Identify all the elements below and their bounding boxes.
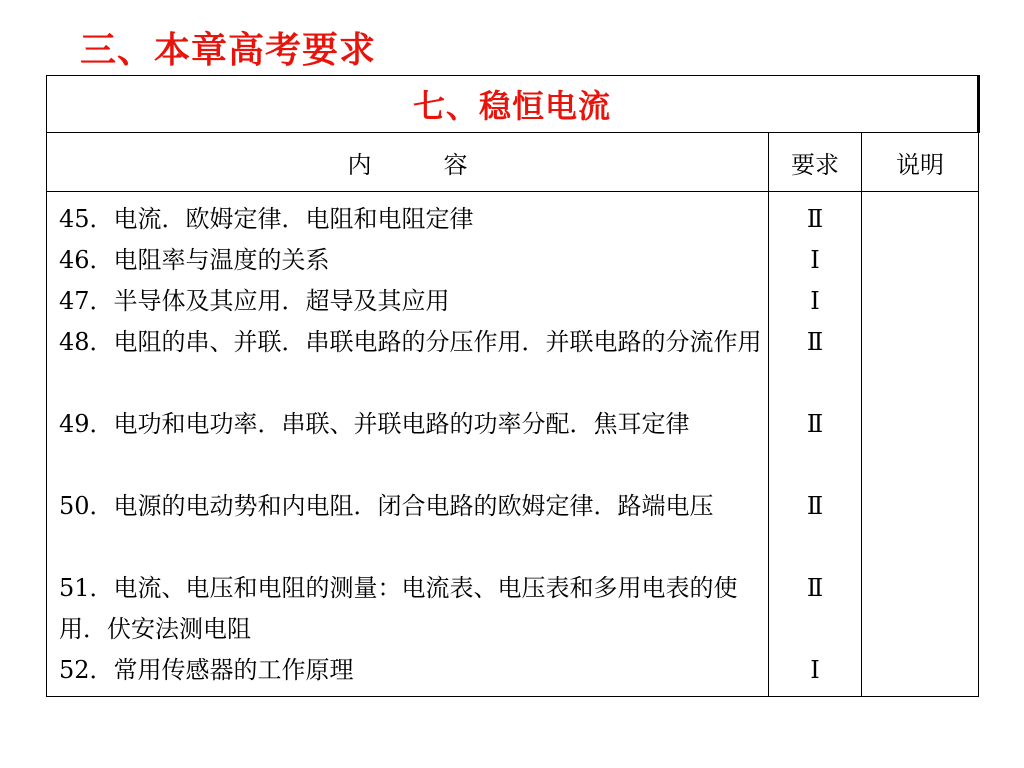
requirement-level: Ⅱ — [806, 492, 824, 520]
chapter-row — [47, 76, 979, 133]
syllabus-table — [46, 75, 980, 697]
header-row — [47, 133, 979, 192]
chapter-title: 七、稳恒电流 — [47, 76, 979, 133]
header-note: 说明 — [862, 133, 979, 192]
requirement-level: Ⅰ — [810, 656, 820, 684]
note-cell — [862, 192, 979, 697]
requirement-level: Ⅰ — [810, 287, 820, 315]
list-item: 45．电流．欧姆定律．电阻和电阻定律 — [59, 205, 474, 233]
header-requirement: 要求 — [769, 133, 862, 192]
list-item: 51．电流、电压和电阻的测量：电流表、电压表和多用电表的使用．伏安法测电阻 — [59, 574, 738, 643]
content-cell — [47, 192, 769, 697]
requirement-level: Ⅱ — [806, 328, 824, 356]
page-title: 三、本章高考要求 — [80, 29, 377, 71]
list-item: 47．半导体及其应用．超导及其应用 — [59, 287, 450, 315]
requirement-level: Ⅱ — [806, 205, 824, 233]
requirement-level: Ⅰ — [810, 246, 820, 274]
list-item: 49．电功和电功率．串联、并联电路的功率分配．焦耳定律 — [59, 410, 690, 438]
content-row — [47, 192, 979, 697]
requirement-cell — [769, 192, 862, 697]
requirement-level: Ⅱ — [806, 410, 824, 438]
list-item: 46．电阻率与温度的关系 — [59, 246, 330, 274]
list-item: 48．电阻的串、并联．串联电路的分压作用．并联电路的分流作用 — [59, 328, 762, 356]
header-content: 内 容 — [47, 133, 769, 192]
list-item: 52．常用传感器的工作原理 — [59, 656, 354, 684]
list-item: 50．电源的电动势和内电阻．闭合电路的欧姆定律．路端电压 — [59, 492, 714, 520]
requirement-level: Ⅱ — [806, 574, 824, 602]
